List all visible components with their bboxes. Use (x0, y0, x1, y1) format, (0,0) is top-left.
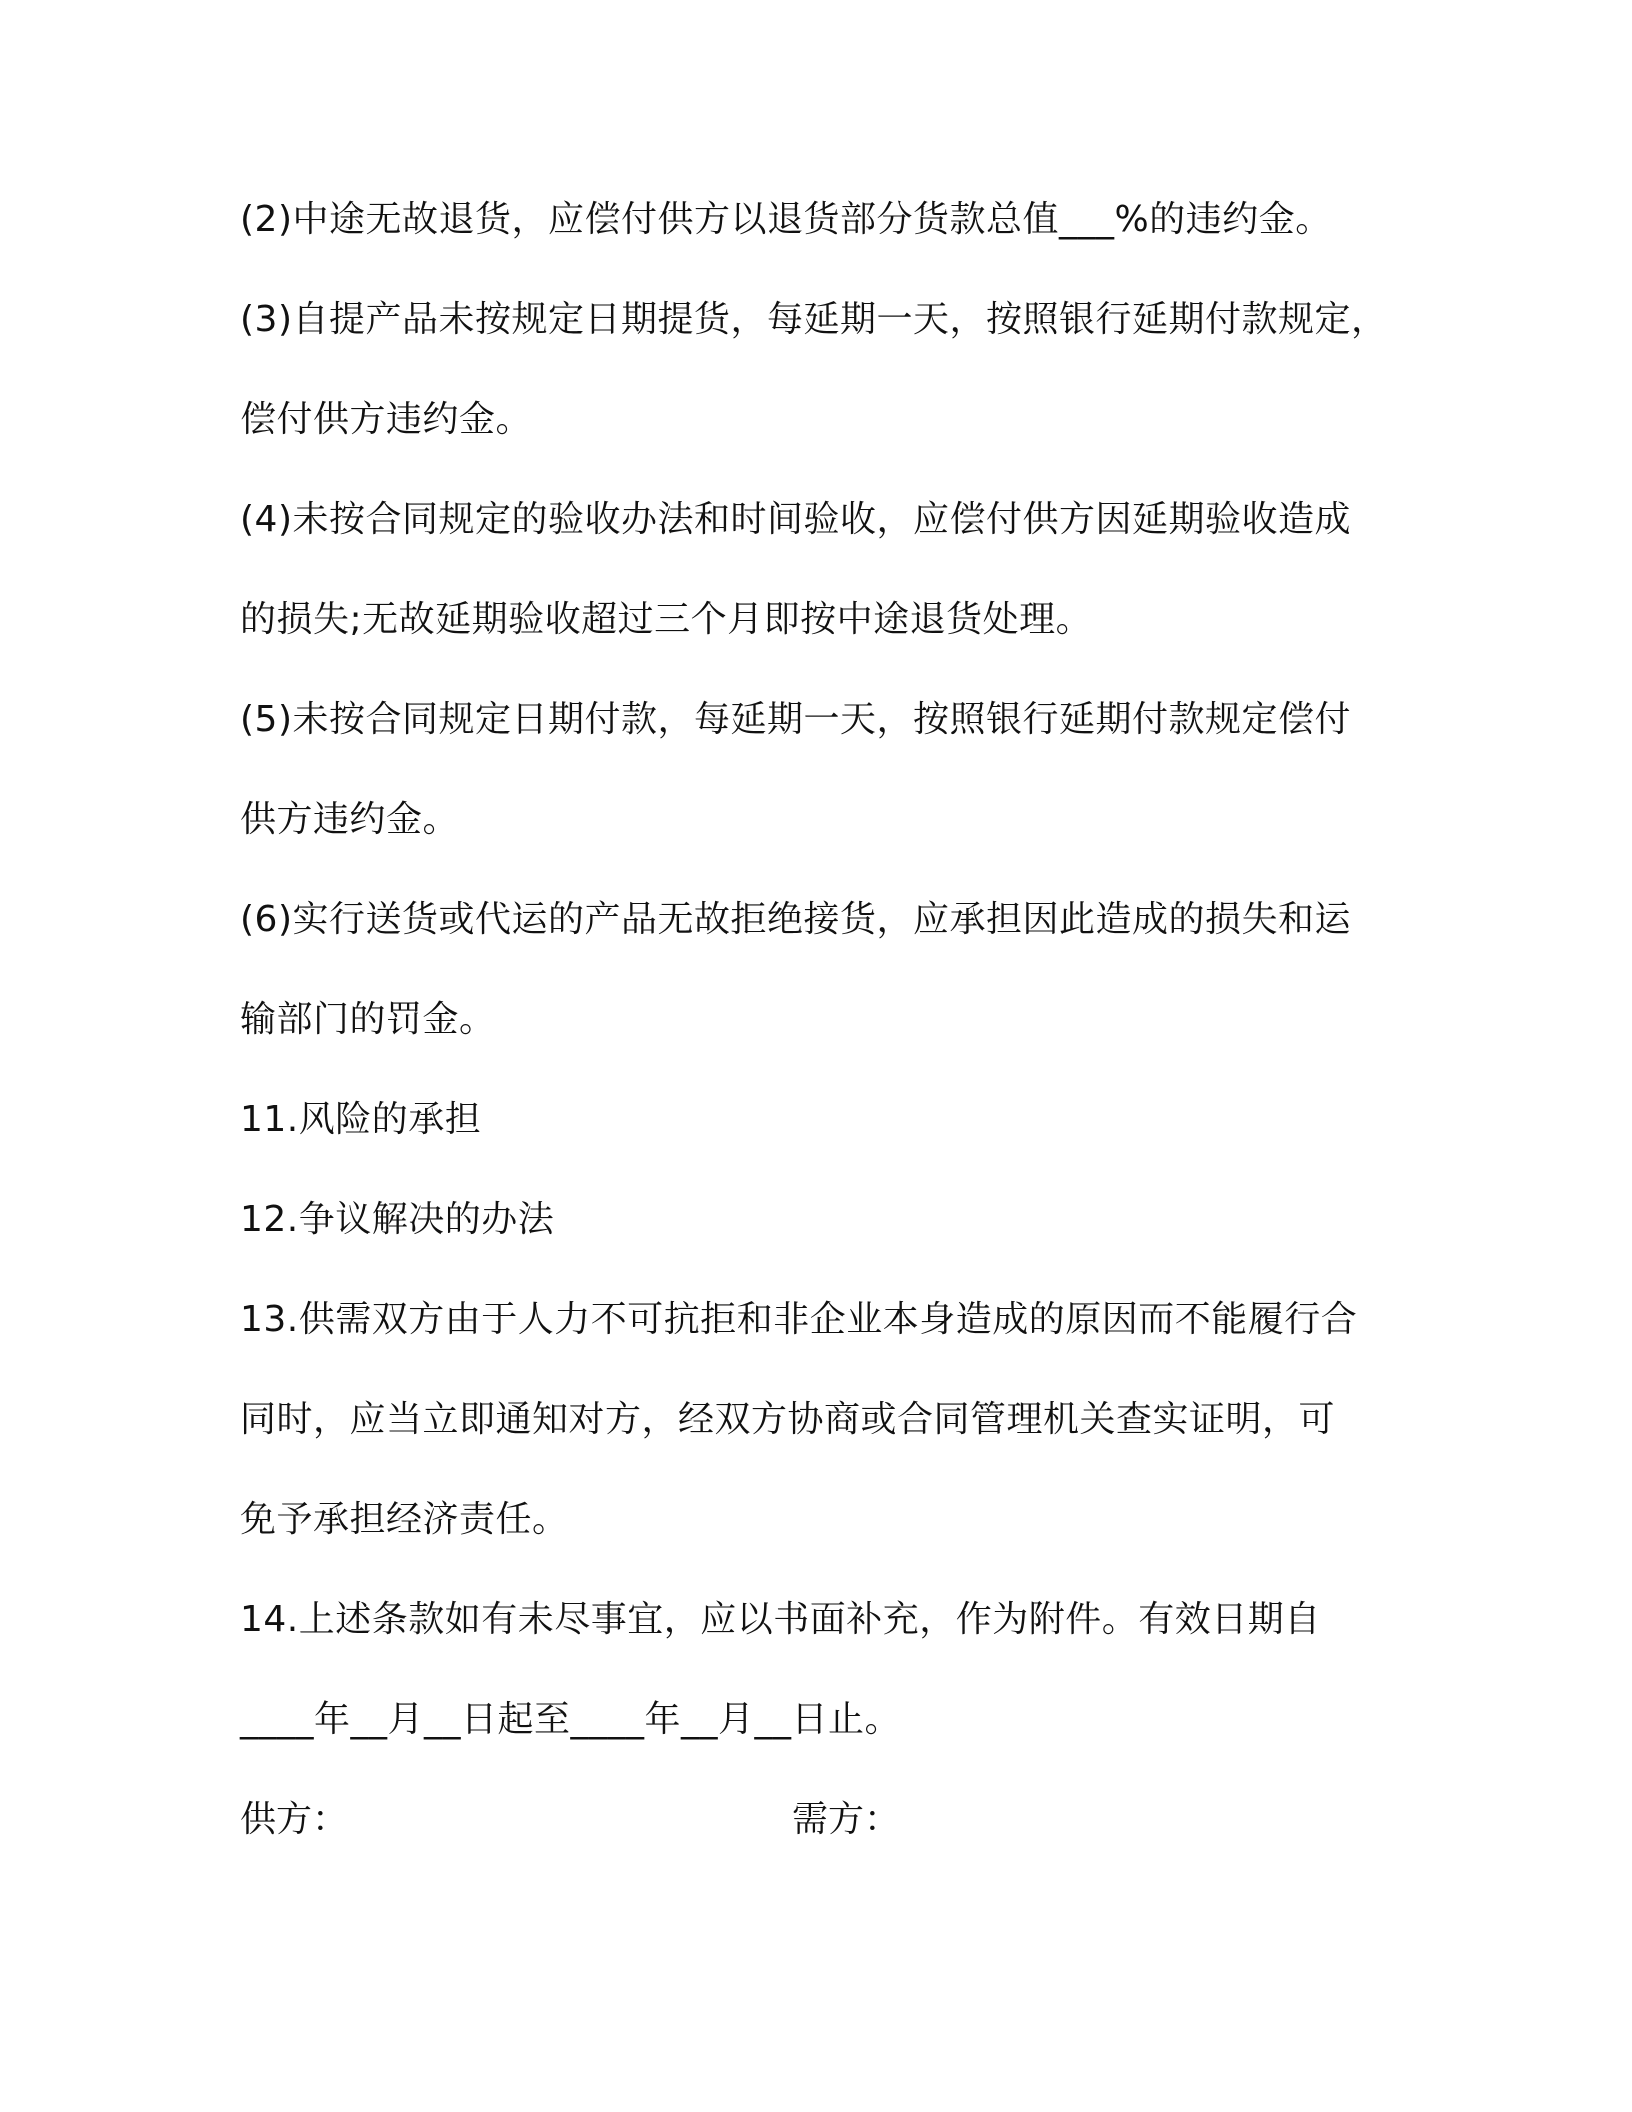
supplier-signature-label: 供方： (240, 1799, 349, 1840)
clause-line-1: (2)中途无故退货，应偿付供方以退货部分货款总值___%的违约金。 (240, 199, 1332, 240)
clause-line-7: 供方违约金。 (240, 799, 460, 840)
clause-line-2: (3)自提产品未按规定日期提货，每延期一天，按照银行延期付款规定， (240, 299, 1388, 340)
clause-line-6: (5)未按合同规定日期付款，每延期一天，按照银行延期付款规定偿付 (240, 699, 1351, 740)
clause-line-13a: 13.供需双方由于人力不可抗拒和非企业本身造成的原因而不能履行合 (240, 1299, 1358, 1340)
clause-line-13b: 同时，应当立即通知对方，经双方协商或合同管理机关查实证明，可 (240, 1399, 1336, 1440)
section-heading-12: 12.争议解决的办法 (240, 1199, 555, 1240)
clause-line-5: 的损失;无故延期验收超过三个月即按中途退货处理。 (240, 599, 1093, 640)
clause-line-4: (4)未按合同规定的验收办法和时间验收，应偿付供方因延期验收造成 (240, 499, 1351, 540)
clause-line-13c: 免予承担经济责任。 (240, 1499, 569, 1540)
clause-line-14a: 14.上述条款如有未尽事宜，应以书面补充，作为附件。有效日期自 (240, 1599, 1321, 1640)
clause-line-8: (6)实行送货或代运的产品无故拒绝接货，应承担因此造成的损失和运 (240, 899, 1351, 940)
clause-line-14b: ____年__月__日起至____年__月__日止。 (240, 1699, 902, 1740)
clause-line-9: 输部门的罚金。 (240, 999, 496, 1040)
clause-line-3: 偿付供方违约金。 (240, 399, 533, 440)
section-heading-11: 11.风险的承担 (240, 1099, 482, 1140)
buyer-signature-label: 需方： (792, 1799, 901, 1840)
